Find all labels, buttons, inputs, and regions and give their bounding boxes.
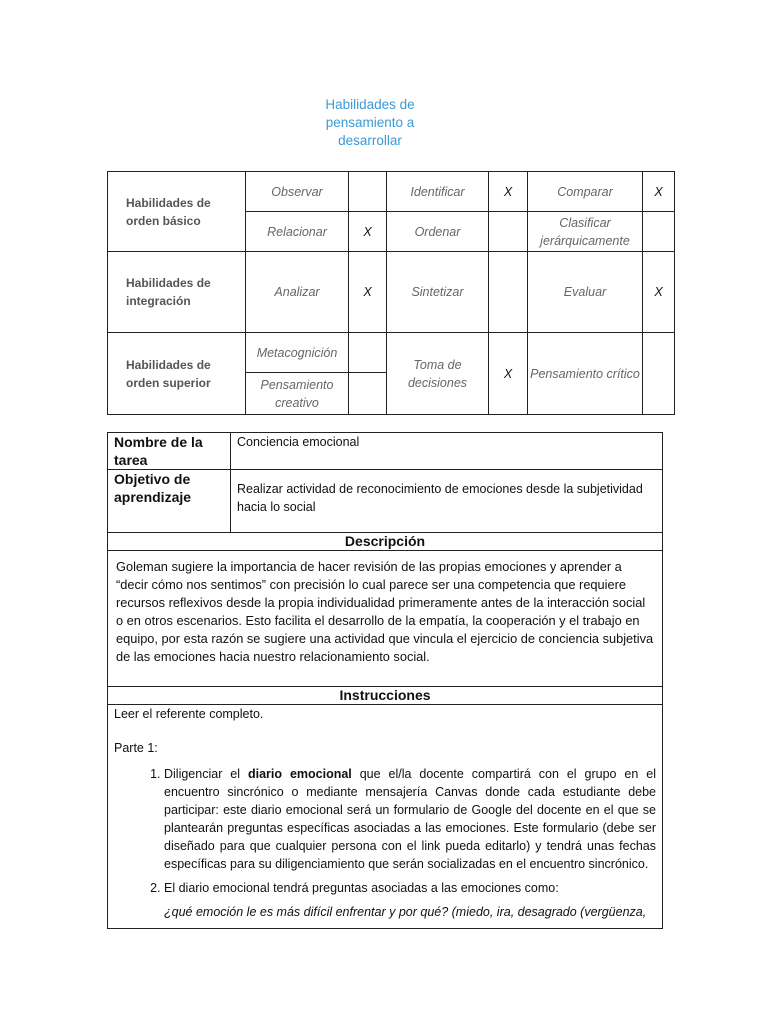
mark-analizar: X	[349, 252, 387, 333]
mark-pensamiento-creativo	[349, 373, 387, 415]
mark-evaluar: X	[643, 252, 675, 333]
task-name-value: Conciencia emocional	[231, 433, 663, 470]
skill-observar: Observar	[246, 172, 349, 212]
skill-comparar: Comparar	[528, 172, 643, 212]
mark-pensamiento-critico	[643, 333, 675, 415]
mark-toma-decisiones: X	[489, 333, 528, 415]
mark-observar	[349, 172, 387, 212]
basic-skills-label: Habilidades de orden básico	[108, 172, 246, 252]
skill-evaluar: Evaluar	[528, 252, 643, 333]
page-title	[270, 96, 470, 150]
instructions-body	[108, 705, 663, 929]
objective-value: Realizar actividad de reconocimiento de emociones desde la subjetividad hacia lo social	[231, 470, 663, 533]
skill-ordenar: Ordenar	[387, 212, 489, 252]
skill-pensamiento-critico: Pensamiento crítico	[528, 333, 643, 415]
title-line-3: desarrollar	[338, 133, 402, 148]
title-line-2: pensamiento a	[325, 115, 415, 130]
title-line-1: Habilidades de	[325, 97, 415, 112]
skill-identificar: Identificar	[387, 172, 489, 212]
instruction-item-1: 1. Diligenciar el diario emocional que el/la docente compartirá con el grupo en el encuentro sincrónico o mediante mensajería Canvas donde cada estudiante debe participar: este diario emocional será un formulario de Google del docente en el que se plantearán preguntas específicas asociadas a las emociones. Este formulario (debe ser diseñado para que cualquier persona con el link pueda editarlo) y tendrá unas fechas específicas para su diligenciamiento que serán socializadas en el encuentro sincrónico.	[164, 765, 656, 873]
instructions-intro: Leer el referente completo.	[114, 707, 264, 721]
skill-clasificar: Clasificar jerárquicamente	[528, 212, 643, 252]
mark-ordenar	[489, 212, 528, 252]
mark-relacionar: X	[349, 212, 387, 252]
instructions-list	[114, 765, 656, 897]
skill-pensamiento-creativo: Pensamiento creativo	[246, 373, 349, 415]
instructions-header: Instrucciones	[108, 687, 663, 705]
mark-metacognicion	[349, 333, 387, 373]
task-table	[107, 432, 663, 929]
diario-emocional-term: diario emocional	[247, 767, 352, 781]
instructions-part1: Parte 1:	[114, 741, 158, 755]
skill-metacognicion: Metacognición	[246, 333, 349, 373]
description-header: Descripción	[108, 533, 663, 551]
task-name-label: Nombre de la tarea	[108, 433, 231, 470]
superior-skills-label: Habilidades de orden superior	[108, 333, 246, 415]
mark-clasificar	[643, 212, 675, 252]
instruction-item-2: 2. El diario emocional tendrá preguntas asociadas a las emociones como:	[164, 879, 656, 897]
skills-table	[107, 171, 675, 415]
mark-identificar: X	[489, 172, 528, 212]
description-text: Goleman sugiere la importancia de hacer revisión de las propias emociones y aprender a “decir cómo nos sentimos” con precisión lo cual parece ser una competencia que requiere recursos reflexivos desde la propia individualidad primeramente antes de la interacción social o en otros escenarios. Esto facilita el desarrollo de la empatía, la cooperación y el trabajo en equipo, por esta razón se sugiere una actividad que vincula el ejercicio de conciencia subjetiva de las emociones hacia nuestro relacionamiento social.	[108, 551, 663, 687]
instruction-question: ¿qué emoción le es más difícil enfrentar y por qué? (miedo, ira, desagrado (vergüenza,	[164, 905, 647, 919]
skill-toma-decisiones: Toma de decisiones	[387, 333, 489, 415]
integration-skills-label: Habilidades de integración	[108, 252, 246, 333]
skill-relacionar: Relacionar	[246, 212, 349, 252]
mark-sintetizar	[489, 252, 528, 333]
skill-analizar: Analizar	[246, 252, 349, 333]
objective-label: Objetivo de aprendizaje	[108, 470, 231, 533]
mark-comparar: X	[643, 172, 675, 212]
skill-sintetizar: Sintetizar	[387, 252, 489, 333]
